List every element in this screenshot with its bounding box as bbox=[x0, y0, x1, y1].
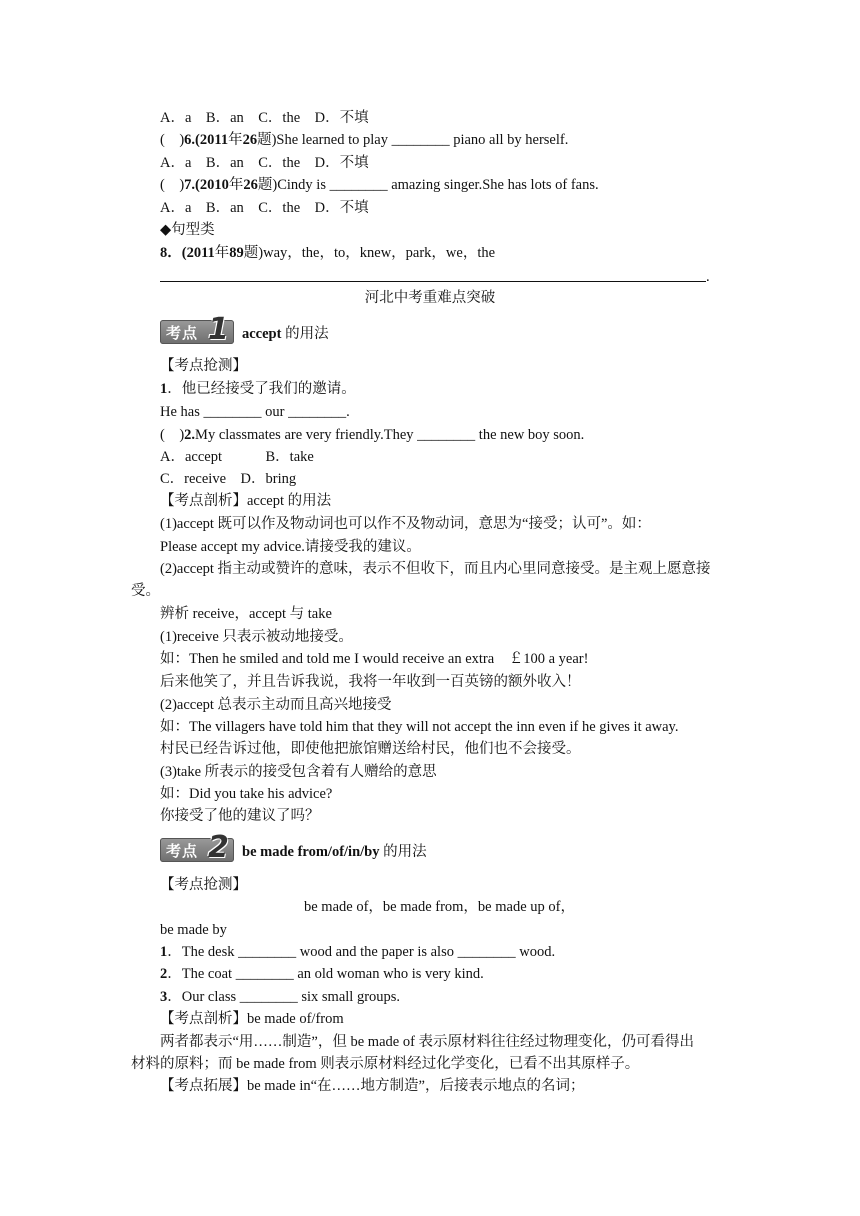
question-8 bbox=[160, 244, 495, 262]
analysis-example-1: Please accept my advice.请接受我的建议。 bbox=[160, 539, 421, 555]
analysis-heading: 【考点剖析】be made of/from bbox=[160, 1011, 344, 1027]
question-number: 8． bbox=[160, 245, 182, 261]
badge-number: 1 bbox=[208, 312, 229, 347]
item-number: 2. bbox=[184, 427, 196, 443]
distinction-1-translation: 后来他笑了，并且告诉我说，我将一年收到一百英镑的额外收入！ bbox=[160, 674, 581, 690]
test-item-3 bbox=[160, 988, 400, 1006]
item-number: 2 bbox=[160, 966, 168, 982]
analysis-point-2: (2)accept 指主动或赞许的意味，表示不但收下，而且内心里同意接受。是主观上愿意接 bbox=[160, 561, 711, 577]
answer-bracket: ( ) bbox=[160, 177, 185, 193]
extension-text: be made in“在……地方制造”，后接表示地点的名词； bbox=[247, 1078, 585, 1094]
question-7 bbox=[160, 176, 599, 194]
analysis-point-2-cont: 受。 bbox=[131, 583, 160, 599]
distinction-3: (3)take 所表示的接受包含着有人赠给的意思 bbox=[160, 764, 437, 780]
item-text: My classmates are very friendly.They ________ the new boy soon. bbox=[195, 427, 585, 443]
badge-label: 考点 bbox=[166, 842, 199, 860]
test-heading: 【考点抢测】 bbox=[160, 877, 247, 893]
badge-label: 考点 bbox=[166, 324, 199, 342]
kaodian-title-cn: 的用法 bbox=[383, 843, 427, 860]
distinction-3-translation: 你接受了他的建议了吗？ bbox=[160, 808, 320, 824]
item-text: ．他已经接受了我们的邀请。 bbox=[167, 381, 356, 397]
question-number: 6. bbox=[184, 132, 196, 148]
test-item-1-answer: He has ________ our ________. bbox=[160, 404, 350, 420]
answer-bracket: ( ) bbox=[160, 427, 185, 443]
item-text: ．The coat ________ an old woman who is very kind. bbox=[167, 966, 484, 982]
kaodian-2-header bbox=[160, 830, 427, 865]
test-item-2-options-1: A．accept B．take bbox=[160, 449, 314, 465]
analysis-text-cont: 材料的原料；而 be made from 则表示原材料经过化学变化，已看不出其原样子。 bbox=[131, 1056, 640, 1072]
question-number: 7. bbox=[184, 177, 196, 193]
question-year: (2011 bbox=[195, 132, 229, 148]
section-title: 河北中考重难点突破 bbox=[364, 290, 496, 306]
answer-bracket: ( ) bbox=[160, 132, 185, 148]
answer-end-period: . bbox=[706, 269, 710, 285]
distinction-3-example: 如：Did you take his advice? bbox=[160, 786, 333, 802]
distinction-2-translation: 村民已经告诉过他，即使他把旅馆赠送给村民，他们也不会接受。 bbox=[160, 741, 581, 757]
test-item-2 bbox=[160, 965, 484, 983]
question-text: 题)She learned to play ________ piano all by herself. bbox=[257, 132, 569, 148]
question-6 bbox=[160, 131, 568, 149]
question-year: (2011 bbox=[181, 245, 215, 261]
question-year: (2010 bbox=[195, 177, 229, 193]
test-item-2 bbox=[160, 426, 584, 444]
question-source-number: 89 bbox=[229, 245, 244, 261]
item-text: ．Our class ________ six small groups. bbox=[167, 989, 401, 1005]
year-suffix: 年 bbox=[228, 177, 244, 193]
kaodian-title-en: accept bbox=[242, 325, 282, 342]
word-bank-cont: be made by bbox=[160, 922, 227, 938]
distinction-1-example: 如：Then he smiled and told me I would receive an extra ￡100 a year! bbox=[160, 651, 589, 667]
kaodian-title-en: be made from/of/in/by bbox=[242, 843, 380, 860]
test-item-2-options-2: C．receive D．bring bbox=[160, 471, 297, 487]
question-source-number: 26 bbox=[243, 177, 258, 193]
q6-options: A．a B．an C．the D．不填 bbox=[160, 155, 369, 171]
kaodian-1-header bbox=[160, 312, 329, 347]
kaodian-title bbox=[242, 322, 329, 343]
distinction-1: (1)receive 只表示被动地接受。 bbox=[160, 629, 353, 645]
section-sentence-type: ◆句型类 bbox=[160, 222, 215, 238]
word-bank: be made of，be made from，be made up of， bbox=[304, 899, 575, 915]
question-text: 题)Cindy is ________ amazing singer.She has lots of fans. bbox=[257, 177, 599, 193]
year-suffix: 年 bbox=[228, 132, 243, 148]
analysis-heading: 【考点剖析】accept 的用法 bbox=[160, 493, 332, 509]
distinction-2-example: 如：The villagers have told him that they will not accept the inn even if he gives it away. bbox=[160, 719, 679, 735]
extension-heading: 【考点拓展】 bbox=[160, 1078, 247, 1094]
test-heading: 【考点抢测】 bbox=[160, 358, 247, 374]
analysis-point-1: (1)accept 既可以作及物动词也可以作不及物动词，意思为“接受；认可”。如： bbox=[160, 516, 651, 532]
q7-options: A．a B．an C．the D．不填 bbox=[160, 200, 369, 216]
kaodian-badge bbox=[160, 312, 234, 347]
item-number: 1 bbox=[160, 381, 168, 397]
q5-options: A．a B．an C．the D．不填 bbox=[160, 110, 369, 126]
analysis-text: 两者都表示“用……制造”，但 be made of 表示原材料往往经过物理变化，仍可看得出 bbox=[160, 1034, 695, 1050]
extension bbox=[160, 1077, 585, 1095]
answer-blank-line bbox=[160, 281, 706, 282]
question-source-number: 26 bbox=[242, 132, 258, 148]
test-item-1 bbox=[160, 380, 356, 398]
item-number: 1 bbox=[160, 944, 168, 960]
item-text: ．The desk ________ wood and the paper is also ________ wood. bbox=[167, 944, 556, 960]
year-suffix: 年 bbox=[214, 245, 230, 261]
distinction-2: (2)accept 总表示主动而且高兴地接受 bbox=[160, 697, 392, 713]
badge-number: 2 bbox=[208, 830, 229, 865]
test-item-1 bbox=[160, 943, 555, 961]
question-text: 题)way，the，to，knew，park，we，the bbox=[243, 245, 496, 261]
item-number: 3 bbox=[160, 989, 168, 1005]
distinction-heading: 辨析 receive，accept 与 take bbox=[160, 606, 332, 622]
kaodian-badge bbox=[160, 830, 234, 865]
kaodian-title bbox=[242, 840, 427, 861]
kaodian-title-cn: 的用法 bbox=[285, 325, 329, 342]
